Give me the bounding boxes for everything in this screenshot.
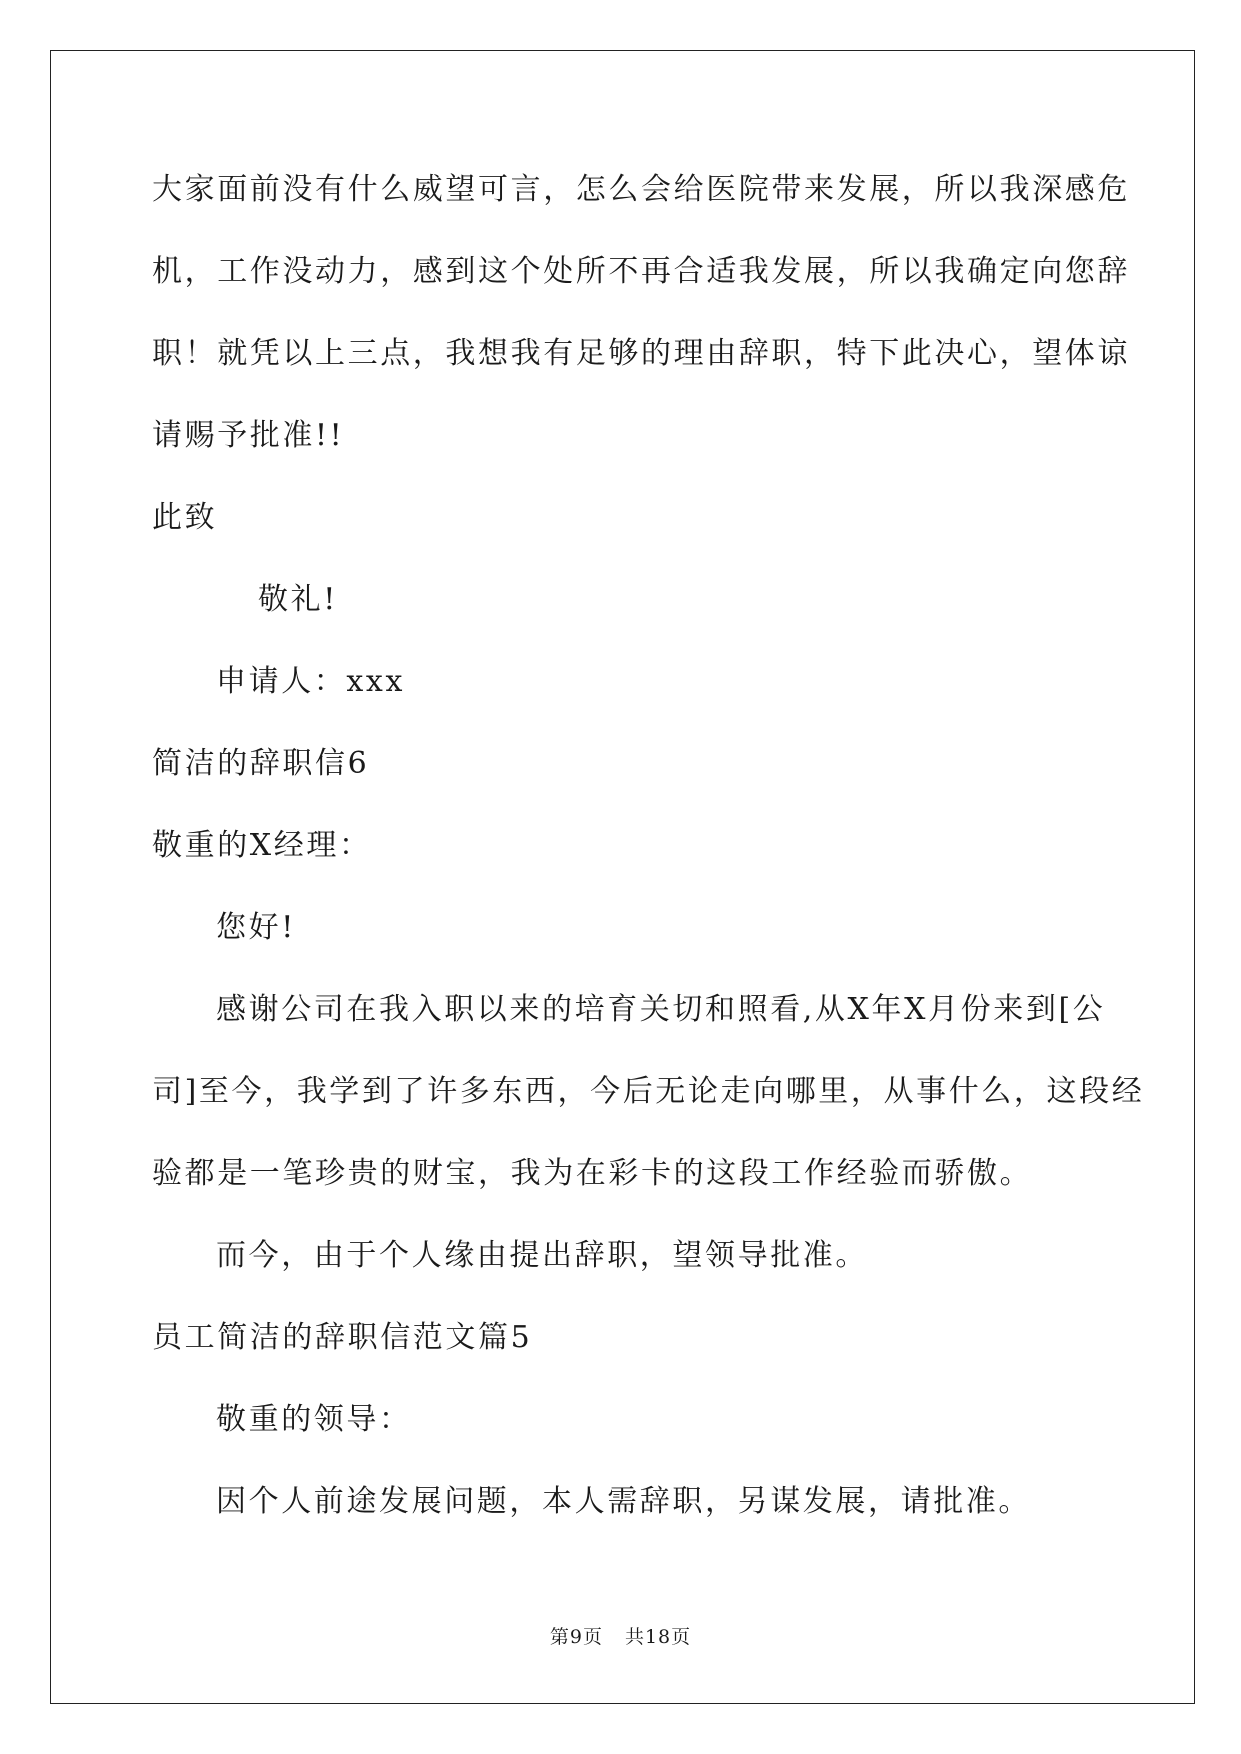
signature-line: 申请人：xxx bbox=[216, 664, 405, 699]
body-line: 而今，由于个人缘由提出辞职，望领导批准。 bbox=[216, 1238, 868, 1273]
letter-salutation: 敬重的X经理： bbox=[152, 828, 372, 863]
section-heading: 员工简洁的辞职信范文篇5 bbox=[152, 1320, 533, 1355]
body-line: 司]至今，我学到了许多东西，今后无论走向哪里，从事什么，这段经 bbox=[152, 1074, 1145, 1109]
body-line: 因个人前途发展问题，本人需辞职，另谋发展，请批准。 bbox=[216, 1484, 1031, 1519]
page-total: 共18页 bbox=[624, 1626, 692, 1648]
body-line: 机，工作没动力，感到这个处所不再合适我发展，所以我确定向您辞 bbox=[152, 254, 1130, 289]
body-line: 感谢公司在我入职以来的培育关切和照看,从X年X月份来到[公 bbox=[216, 992, 1106, 1027]
body-line: 职！就凭以上三点，我想我有足够的理由辞职，特下此决心，望体谅 bbox=[152, 336, 1130, 371]
letter-salutation: 敬重的领导： bbox=[216, 1402, 412, 1437]
closing-regards: 敬礼! bbox=[258, 582, 338, 617]
greeting: 您好! bbox=[216, 910, 296, 945]
section-heading: 简洁的辞职信6 bbox=[152, 746, 370, 781]
page-frame bbox=[50, 50, 1195, 1704]
page-number: 第9页 bbox=[549, 1626, 603, 1648]
page-footer bbox=[0, 1625, 1241, 1649]
body-line: 大家面前没有什么威望可言，怎么会给医院带来发展，所以我深感危 bbox=[152, 172, 1130, 207]
closing-salutation: 此致 bbox=[152, 500, 218, 535]
body-line: 验都是一笔珍贵的财宝，我为在彩卡的这段工作经验而骄傲。 bbox=[152, 1156, 1033, 1191]
body-line: 请赐予批准!! bbox=[152, 418, 345, 453]
